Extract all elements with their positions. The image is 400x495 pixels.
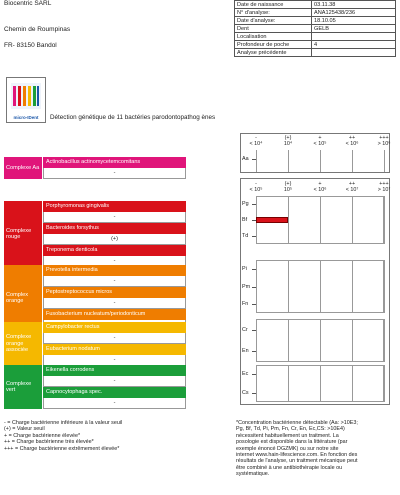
row-tick [252, 304, 256, 305]
grid-line [352, 319, 353, 362]
scale-value: > 10⁷ [377, 187, 391, 193]
scale-symbol: - [255, 181, 257, 187]
grid-line [352, 150, 353, 172]
grid-line [384, 196, 385, 244]
info-label: Dent [235, 25, 312, 33]
grid-line [384, 150, 385, 172]
legend-line: résultats de l'analyse, un traitment mécanique peut [236, 458, 358, 465]
info-label: Localisation [235, 33, 312, 41]
scale-value: < 10⁴ [249, 141, 263, 147]
scale-symbol: +++ [379, 181, 389, 187]
info-value: 03.11.38 [312, 1, 396, 9]
row-tick [252, 393, 256, 394]
grid-line [256, 365, 257, 402]
scale-value: > 10⁶ [377, 141, 391, 147]
info-row [235, 17, 396, 25]
bacteria-result: - [43, 398, 186, 409]
info-label: N° d'analyse: [235, 9, 312, 17]
row-tick [252, 269, 256, 270]
legend-line: posologie est disponible dans la littérature (par [236, 439, 348, 446]
scale-symbol: (+) [284, 181, 292, 187]
info-row [235, 9, 396, 17]
complex-label: Complexe vert [4, 365, 42, 409]
grid-line [288, 150, 289, 172]
row-label: Ec [242, 371, 249, 378]
bacteria-name: Capnocytophaga spec. [43, 387, 186, 398]
bacteria-result: - [43, 376, 186, 387]
result-bar [256, 217, 288, 223]
legend-line: être combiné à une antibiothérapie locale ou [236, 464, 343, 471]
bacteria-result: - [43, 212, 186, 223]
scale-value: < 10⁷ [345, 187, 359, 193]
row-label: Pm [242, 283, 251, 290]
info-value: 4 [312, 41, 396, 49]
grid-line [320, 196, 321, 244]
info-value: 18.10.05 [312, 17, 396, 25]
legend-line: systématique. [236, 471, 270, 478]
scale-symbol: + [318, 181, 322, 187]
micro-ident-logo [6, 77, 46, 123]
grid-line [320, 260, 321, 313]
row-tick [252, 236, 256, 237]
legend-line: +++ = Charge bactérienne extrêmement élevée* [4, 445, 120, 452]
legend-right [236, 420, 398, 478]
legend-line: nécessitent habituellement un traitment. La [236, 432, 339, 439]
complex-label: Complexe rouge [4, 201, 42, 267]
info-value [312, 49, 396, 57]
scale-symbol: ++ [348, 181, 356, 187]
grid-line [288, 260, 289, 313]
scale-symbol: - [255, 135, 257, 141]
row-tick [252, 159, 256, 160]
row-label: Pi [242, 265, 247, 272]
info-row [235, 25, 396, 33]
row-tick [252, 351, 256, 352]
company-name: Biocentric SARL [4, 0, 52, 7]
scale-value: < 10⁵ [249, 187, 263, 193]
legend-line: - = Charge bactérienne inférieure à la valeur seuil [4, 420, 123, 426]
scale-symbol: + [318, 135, 322, 141]
row-label: Cr [242, 326, 248, 333]
bacteria-name: Treponema denticola [43, 245, 186, 256]
legend-line: (+) = Valeur seuil [4, 426, 45, 433]
bacteria-result: - [43, 355, 186, 366]
info-row [235, 41, 396, 49]
grid-line [352, 260, 353, 313]
grid-line [288, 196, 289, 244]
legend-line: ++ = Charge bactérienne très élevée* [4, 439, 94, 446]
grid-line [384, 319, 385, 362]
company-street: Chemin de Roumpinas [4, 26, 71, 33]
legend-left [4, 420, 204, 452]
grid-line [384, 260, 385, 313]
bacteria-result: - [43, 256, 186, 267]
grid-line [256, 260, 257, 313]
info-label: Date de naissance [235, 1, 312, 9]
grid-line [320, 365, 321, 402]
row-label: Pg [242, 201, 249, 207]
bacteria-name: Campylobacter rectus [43, 322, 186, 333]
scale-value: < 10⁶ [345, 141, 359, 147]
logo-bars-icon [11, 83, 41, 109]
row-label: Fn [242, 301, 249, 308]
report-title: Détection génétique de 11 bactéries parodontopathog ènes [50, 114, 216, 121]
info-row [235, 33, 396, 41]
info-label: Date d'analyse: [235, 17, 312, 25]
info-row [235, 1, 396, 9]
bacteria-name: Peptostreptococcus micros [43, 287, 186, 298]
bacteria-name: Porphyromonas gingivalis [43, 201, 186, 212]
scale-symbol: +++ [379, 135, 389, 141]
bacteria-name: Eubacterium nodatum [43, 344, 186, 355]
grid-line [352, 196, 353, 244]
complex-label: Complex orange [4, 265, 42, 331]
bacteria-result: - [43, 168, 186, 179]
grid-line [352, 365, 353, 402]
bacteria-name: Bacteroides forsythus [43, 223, 186, 234]
row-label: Cs [242, 389, 249, 396]
row-label: Aa [242, 156, 249, 162]
logo-label: micro-IDent [13, 115, 39, 120]
complex-label: Complexe Aa [4, 157, 42, 179]
row-tick [252, 374, 256, 375]
bacteria-name: Fusobacterium nucleatum/periodonticum [43, 309, 186, 320]
bacteria-result: (+) [43, 234, 186, 245]
grid-line [288, 319, 289, 362]
bacteria-name: Eikenella corrodens [43, 365, 186, 376]
grid-line [256, 150, 257, 172]
row-label: Bf [242, 217, 248, 223]
bacteria-result: - [43, 333, 186, 344]
legend-line: Pg, Bf, Td, Pi, Pm, Fn, Cr, En, Ec,CS: >10E4) [236, 426, 345, 433]
row-tick [252, 204, 256, 205]
legend-line: *Concentration bactérienne détectable (Aa: >10E3; [236, 420, 358, 426]
legend-line: + = Charge bactérienne élevée* [4, 432, 81, 439]
patient-info-table [234, 0, 396, 57]
bacteria-result: - [43, 276, 186, 287]
scale-value: < 10⁵ [313, 141, 327, 147]
bacteria-name: Actinobacillus actinomycetemcomitans [43, 157, 186, 168]
scale-value: 10⁵ [283, 187, 293, 193]
grid-line [320, 150, 321, 172]
scale-symbol: (+) [284, 135, 292, 141]
scale-symbol: ++ [348, 135, 356, 141]
row-tick [252, 287, 256, 288]
bacteria-name: Prevotella intermedia [43, 265, 186, 276]
row-tick [252, 330, 256, 331]
grid-line [384, 365, 385, 402]
legend-line: internet www.hain-lifescience.com. En fonction des [236, 452, 358, 459]
company-city: FR- 83150 Bandol [4, 42, 57, 49]
complex-label: Complexe orange associée [4, 322, 42, 366]
info-label: Analyse précédente [235, 49, 312, 57]
info-row [235, 49, 396, 57]
scale-value: 10⁴ [283, 141, 293, 147]
grid-line [256, 319, 257, 362]
info-label: Profondeur de poche [235, 41, 312, 49]
bacteria-result: - [43, 298, 186, 309]
legend-line: exemple énoncé DGZMK) ou sur notre site [236, 445, 339, 452]
scale-value: < 10⁶ [313, 187, 327, 193]
grid-line [288, 365, 289, 402]
row-label: Td [242, 233, 249, 239]
info-value: GELB [312, 25, 396, 33]
info-value: ANA125438/236 [312, 9, 396, 17]
row-label: En [242, 348, 249, 355]
grid-line [320, 319, 321, 362]
info-value [312, 33, 396, 41]
